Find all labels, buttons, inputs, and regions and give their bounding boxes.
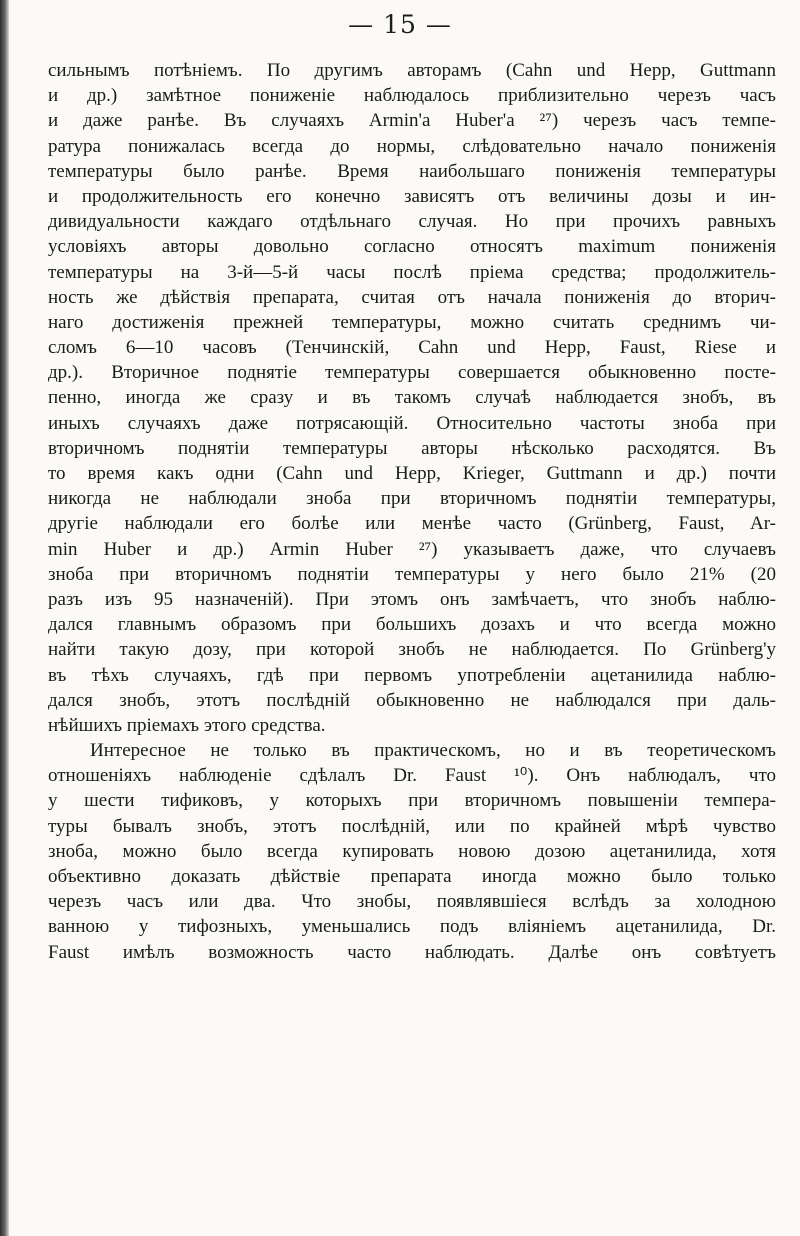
text-line: въ тѣхъ случаяхъ, гдѣ при первомъ употребленіи ацетанилида наблю- [48,664,776,686]
text-line: иныхъ случаяхъ даже потрясающій. Относительно частоты знобa при [48,412,776,434]
text-line: дался знобъ, этотъ послѣдній обыкновенно не наблюдался при даль- [48,689,776,711]
paragraph-1 [48,58,776,738]
text-line: вторичномъ поднятіи температуры авторы нѣсколько расходятся. Въ [48,437,776,459]
text-line: сломъ 6—10 часовъ (Тенчинскій, Cahn und Hepp, Faust, Riese и [48,337,776,359]
text-line: никогда не наблюдали знобa при вторичномъ поднятіи температуры, [48,488,776,510]
text-line: наго достиженія прежней температуры, можно считать среднимъ чи- [48,311,776,333]
text-line: температуры на 3-й—5-й часы послѣ пріема средства; продолжитель- [48,261,776,283]
text-line: и продолжительность его конечно зависятъ отъ величины дозы и ин- [48,185,776,207]
text-line: знобa, можно было всегда купировать новою дозою ацетанилида, хотя [48,840,776,862]
text-line: ность же дѣйствія препарата, считая отъ начала пониженія до вторич- [48,286,776,308]
page-binding-edge [0,0,9,1236]
text-line: температуры было ранѣе. Время наибольшаго пониженія температуры [48,160,776,182]
text-line: у шести тификовъ, у которыхъ при вторичномъ повышеніи темпера- [48,790,776,812]
text-line: нѣйшихъ пріемахъ этого средства. [48,714,326,736]
text-line: дался главнымъ образомъ при большихъ дозахъ и что всегда можно [48,614,776,636]
text-line: дивидуальности каждаго отдѣльнаго случая. Но при прочихъ равныхъ [48,211,776,233]
text-line: черезъ часъ или два. Что знобы, появлявшіеся вслѣдъ за холодною [48,891,776,913]
text-line: отношеніяхъ наблюденіе сдѣлалъ Dr. Faust ¹⁰). Онъ наблюдалъ, что [48,765,776,787]
text-line: др.). Вторичное поднятіе температуры совершается обыкновенно посте- [48,362,776,384]
text-line: пенно, иногда же сразу и въ такомъ случаѣ наблюдается знобъ, въ [48,387,776,409]
text-line: туры бывалъ знобъ, этотъ послѣдній, или по крайней мѣрѣ чувство [48,815,776,837]
text-line: Faust имѣлъ возможность часто наблюдать. Далѣе онъ совѣтуетъ [48,941,776,963]
paragraph-2 [48,738,776,965]
text-line: ратура понижалась всегда до нормы, слѣдовательно начало пониженія [48,135,776,157]
text-line: Интересное не только въ практическомъ, но и въ теоретическомъ [90,740,776,762]
text-line: знобa при вторичномъ поднятіи температуры у него было 21% (20 [48,563,776,585]
text-line: найти такую дозу, при которой знобъ не наблюдается. По Grünberg'у [48,639,776,661]
text-line: min Huber и др.) Armin Huber ²⁷) указываетъ даже, что случаевъ [48,538,776,560]
page-number: — 15 — [348,10,452,39]
text-line: то время какъ одни (Cahn und Hepp, Krieger, Guttmann и др.) почти [48,463,776,484]
text-line: объективно доказать дѣйствіе препарата иногда можно было только [48,866,776,887]
text-line: ванною у тифозныхъ, уменьшались подъ вліяніемъ ацетанилида, Dr. [48,916,776,938]
text-line: разъ изъ 95 назначеній). При этомъ онъ замѣчаетъ, что знобъ наблю- [48,588,776,610]
text-line: и др.) замѣтное пониженіе наблюдалось приблизительно черезъ часъ [48,85,776,107]
text-line: сильнымъ потѣніемъ. По другимъ авторамъ (Cahn und Hepp, Guttmann [48,60,776,81]
text-line: другіе наблюдали его болѣе или менѣе часто (Grünberg, Faust, Ar- [48,513,776,535]
text-line: условіяхъ авторы довольно согласно относятъ maximum пониженія [48,236,776,258]
text-line: и даже ранѣе. Въ случаяхъ Armin'a Huber'a ²⁷) черезъ часъ темпе- [48,110,776,132]
text-body [48,58,776,965]
